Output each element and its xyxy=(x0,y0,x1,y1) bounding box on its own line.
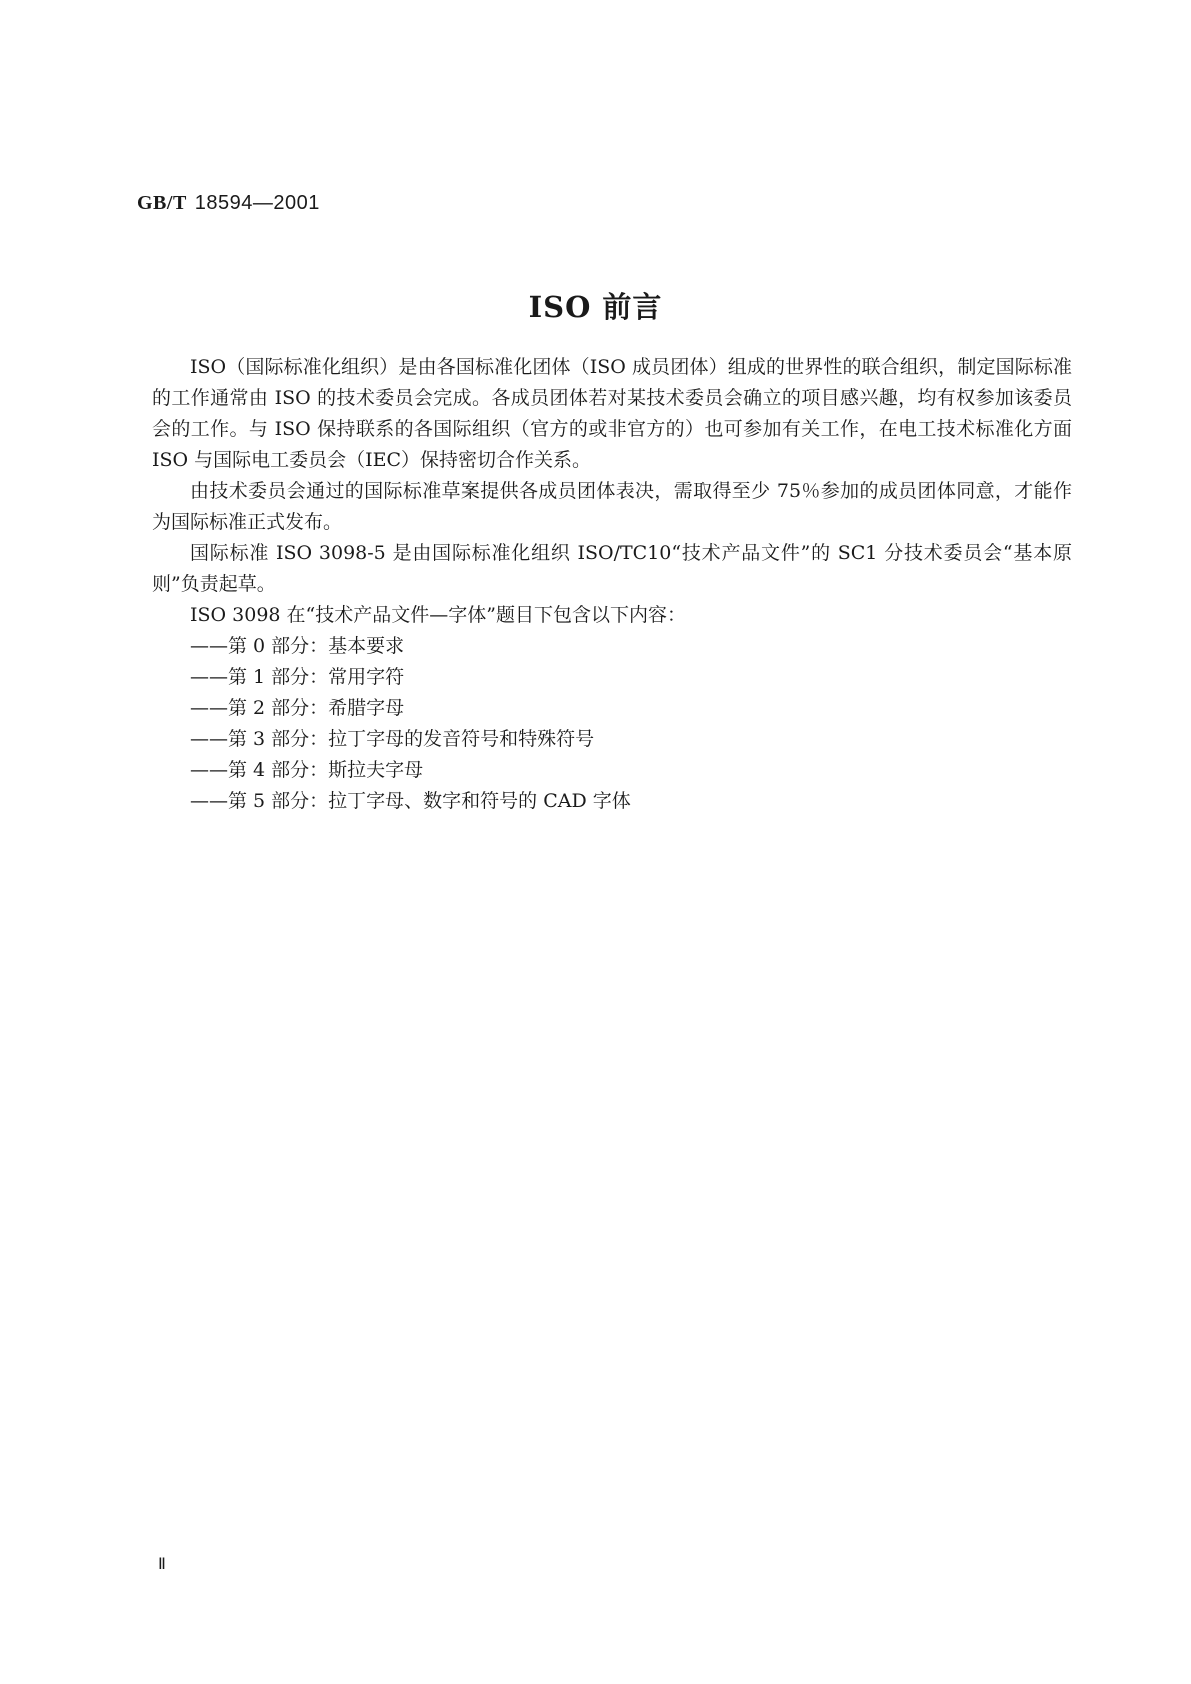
standard-number: 18594—2001 xyxy=(194,192,320,214)
paragraph-drafting: 国际标准 ISO 3098-5 是由国际标准化组织 ISO/TC10“技术产品文件”的 SC1 分技术委员会“基本原则”负责起草。 xyxy=(152,542,1072,595)
paragraph-parts-intro: ISO 3098 在“技术产品文件—字体”题目下包含以下内容： xyxy=(190,604,686,626)
list-item: ——第 2 部分：希腊字母 xyxy=(190,697,405,719)
list-item: ——第 0 部分：基本要求 xyxy=(190,635,405,657)
list-item: ——第 5 部分：拉丁字母、数字和符号的 CAD 字体 xyxy=(190,790,631,812)
list-item: ——第 4 部分：斯拉夫字母 xyxy=(190,759,424,781)
document-header-code xyxy=(137,190,320,215)
standard-prefix: GB/T xyxy=(137,192,187,214)
list-item: ——第 3 部分：拉丁字母的发音符号和特殊符号 xyxy=(190,728,595,750)
page-number: Ⅱ xyxy=(158,1556,166,1573)
document-body xyxy=(152,352,1072,817)
list-item: ——第 1 部分：常用字符 xyxy=(190,666,405,688)
paragraph-iso-intro: ISO（国际标准化组织）是由各国标准化团体（ISO 成员团体）组成的世界性的联合组织，制定国际标准的工作通常由 ISO 的技术委员会完成。各成员团体若对某技术委员会确立的项目感兴趣，均有权参加该委员会的工作。与 ISO 保持联系的各国际组织（官方的或非官方的）也可参加有关工作，在电工技术标准化方面 ISO 与国际电工委员会（IEC）保持密切合作关系。 xyxy=(152,356,1072,471)
parts-list xyxy=(152,631,1072,817)
page-title: ISO 前言 xyxy=(528,290,663,324)
paragraph-voting: 由技术委员会通过的国际标准草案提供各成员团体表决，需取得至少 75％参加的成员团体同意，才能作为国际标准正式发布。 xyxy=(152,480,1072,533)
